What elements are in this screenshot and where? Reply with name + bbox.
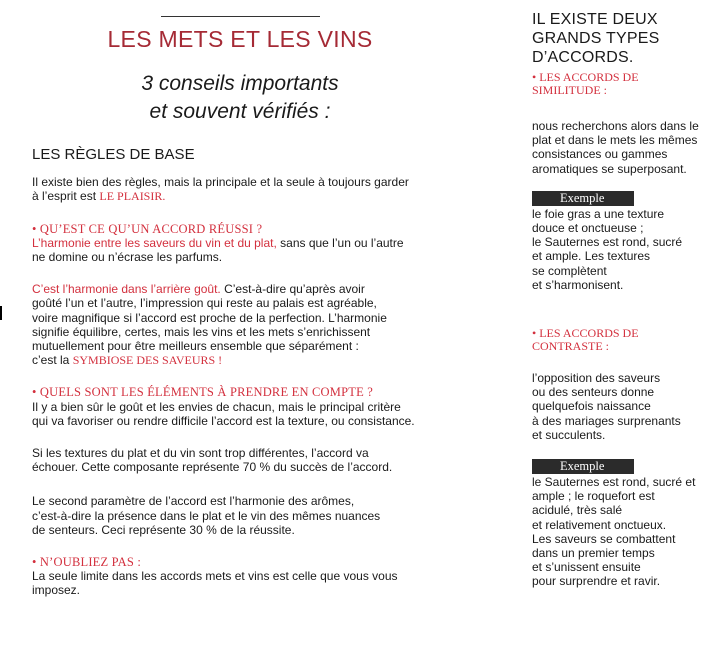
similitude-line: consistances ou gammes	[532, 147, 668, 162]
contraste-title-line-2: CONTRASTE :	[532, 339, 610, 354]
accord-line-2: ne domine ou n’écrase les parfums.	[32, 250, 223, 265]
oubliez-line-1: La seule limite dans les accords mets et vins est celle que vous vous	[32, 569, 398, 584]
contraste-line: ou des senteurs donne	[532, 385, 655, 400]
similitude-line: plat et dans le mets les mêmes	[532, 133, 698, 148]
example-1-line: le foie gras a une texture	[532, 206, 665, 221]
spacer	[532, 442, 722, 459]
section-title-similitude	[532, 71, 722, 97]
example-1-line: douce et onctueuse ;	[532, 221, 644, 236]
accords-heading-line-1: IL EXISTE DEUX	[532, 11, 658, 28]
page-title: LES METS ET LES VINS	[107, 26, 373, 52]
aromes-line-1: Le second paramètre de l’accord est l’harmonie des arômes,	[32, 494, 355, 509]
margin-mark	[0, 306, 2, 320]
example-1-line: se complètent	[532, 263, 607, 278]
similitude-paragraph	[532, 119, 722, 176]
example-2-line: ample ; le roquefort est	[532, 489, 655, 504]
spacer	[32, 367, 468, 385]
elements-line-1: Il y a bien sûr le goût et les envies de chacun, mais le principal critère	[32, 399, 401, 414]
intro-paragraph	[32, 175, 468, 203]
spacer	[32, 204, 468, 222]
intro-line-2: à l’esprit est	[32, 189, 100, 204]
left-column	[32, 148, 468, 598]
arriere-gout-line-3: voire magnifique si l’accord est proche de la perfection. L’harmonie	[32, 310, 387, 325]
similitude-title-line-1: • LES ACCORDS DE	[532, 70, 639, 84]
intro-highlight: LE PLAISIR.	[99, 189, 166, 204]
example-1-line: et s’harmonisent.	[532, 277, 624, 292]
contraste-title-line-1: • LES ACCORDS DE	[532, 326, 639, 341]
aromes-line-2: c’est-à-dire la présence dans le plat et le vin des mêmes nuances	[32, 508, 381, 523]
arriere-gout-line-2: goûté l’un et l’autre, l’impression qui reste au palais est agréable,	[32, 296, 377, 311]
example-2-line: pour surprendre et ravir.	[532, 574, 661, 589]
arriere-gout-highlight: C’est l’harmonie dans l’arrière goût.	[32, 282, 221, 297]
section-title-oubliez: • N’OUBLIEZ PAS :	[32, 555, 142, 570]
example-2-line: le Sauternes est rond, sucré et	[532, 475, 696, 490]
spacer	[532, 292, 722, 327]
example-2-line: dans un premier temps	[532, 546, 655, 561]
accords-heading-line-3: D’ACCORDS.	[532, 49, 634, 66]
right-column	[532, 10, 722, 589]
example-2-paragraph	[532, 475, 722, 589]
contraste-paragraph	[532, 371, 722, 442]
example-badge-1: Exemple	[532, 191, 634, 206]
spacer	[32, 537, 468, 555]
spacer	[532, 176, 722, 191]
contraste-line: quelquefois naissance	[532, 399, 651, 414]
similitude-line: aromatiques se superposant.	[532, 161, 687, 176]
similitude-line: nous recherchons alors dans le	[532, 119, 699, 133]
section-title-accord: • QU’EST CE QU’UN ACCORD RÉUSSI ?	[32, 221, 263, 236]
aromes-line-3: de senteurs. Ceci représente 30 % de la réussite.	[32, 522, 295, 537]
contraste-line: et succulents.	[532, 427, 606, 442]
contraste-line: l’opposition des saveurs	[532, 371, 661, 386]
accord-highlight: L’harmonie entre les saveurs du vin et du plat,	[32, 235, 277, 250]
title-rule	[161, 16, 320, 17]
subtitle-line-2: et souvent vérifiés :	[149, 100, 331, 123]
aromes-paragraph	[32, 494, 468, 537]
oubliez-paragraph	[32, 569, 468, 597]
example-2-line: et s’unissent ensuite	[532, 560, 641, 575]
example-1-line: et ample. Les textures	[532, 249, 651, 264]
page-subtitle	[0, 70, 480, 126]
arriere-gout-line-1-rest: C’est-à-dire qu’après avoir	[220, 282, 365, 297]
textures-line-1: Si les textures du plat et du vin sont trop différentes, l’accord va	[32, 446, 369, 461]
accord-paragraph	[32, 236, 468, 264]
subtitle-line-1: 3 conseils importants	[141, 72, 339, 95]
accord-line-1-rest: sans que l’un ou l’autre	[276, 235, 404, 250]
example-badge-2: Exemple	[532, 459, 634, 474]
elements-line-2: qui va favoriser ou rendre difficile l’accord est la texture, ou consistance.	[32, 413, 415, 428]
rules-heading: LES RÈGLES DE BASE	[32, 146, 195, 163]
arriere-gout-line-4: signifie équilibre, certes, mais les vins et les mets s’enrichissent	[32, 324, 371, 339]
section-title-elements: • QUELS SONT LES ÉLÉMENTS À PRENDRE EN COMPTE ?	[32, 385, 373, 400]
spacer	[532, 97, 722, 119]
textures-paragraph	[32, 446, 468, 474]
oubliez-line-2: imposez.	[32, 583, 81, 598]
spacer	[32, 264, 468, 282]
contraste-line: à des mariages surprenants	[532, 413, 681, 428]
example-1-line: le Sauternes est rond, sucré	[532, 235, 683, 250]
example-2-line: Les saveurs se combattent	[532, 531, 676, 546]
spacer	[32, 428, 468, 446]
spacer	[32, 474, 468, 494]
spacer	[532, 353, 722, 371]
arriere-gout-line-5: mutuellement pour être meilleurs ensemble que séparément :	[32, 339, 359, 354]
elements-paragraph	[32, 400, 468, 428]
textures-line-2: échouer. Cette composante représente 70 % du succès de l’accord.	[32, 460, 393, 475]
arriere-gout-line-6: c’est la	[32, 353, 73, 368]
section-title-contraste	[532, 327, 722, 353]
example-2-line: acidulé, très salé	[532, 503, 623, 518]
example-2-line: et relativement onctueux.	[532, 517, 667, 532]
similitude-title-line-2: SIMILITUDE :	[532, 83, 607, 97]
symbiose-highlight: SYMBIOSE DES SAVEURS !	[72, 353, 223, 368]
intro-line-1: Il existe bien des règles, mais la principale et la seule à toujours garder	[32, 175, 409, 190]
accords-heading-line-2: GRANDS TYPES	[532, 30, 660, 47]
accords-heading	[532, 10, 722, 67]
example-1-paragraph	[532, 207, 722, 292]
arriere-gout-paragraph	[32, 282, 468, 367]
